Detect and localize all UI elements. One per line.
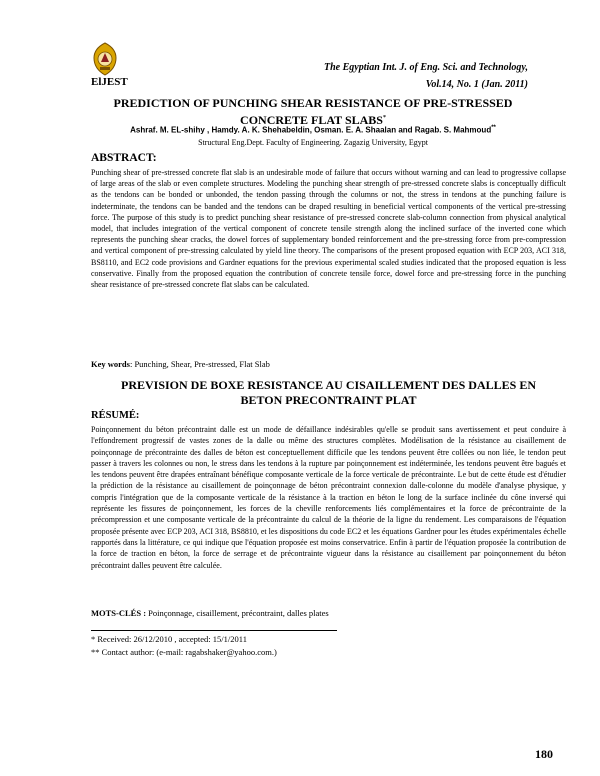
paper-title bbox=[60, 96, 566, 128]
title-footnote-marker: * bbox=[382, 115, 386, 121]
keywords-values: : Punching, Shear, Pre-stressed, Flat Slab bbox=[129, 359, 270, 369]
author-list: Ashraf. M. EL-shihy , Hamdy. A. K. Shehabeldin, Osman. E. A. Shaalan and Ragab. S. Mahmoud** bbox=[130, 125, 496, 135]
french-title-line-1: PREVISION DE BOXE RESISTANCE AU CISAILLEMENT DES DALLES EN bbox=[120, 378, 536, 392]
footnote-received: * Received: 26/12/2010 , accepted: 15/1/2011 bbox=[91, 634, 247, 644]
abstract-heading: ABSTRACT: bbox=[91, 152, 157, 164]
journal-line-1: The Egyptian Int. J. of Eng. Sci. and Technology, bbox=[323, 62, 528, 73]
french-keywords bbox=[91, 608, 566, 618]
journal-abbreviation: ElJEST bbox=[91, 76, 128, 88]
university-seal-icon bbox=[91, 42, 119, 76]
footnote-divider bbox=[91, 630, 337, 631]
keywords-label: Key words bbox=[91, 359, 130, 369]
resume-heading: RÉSUMÉ: bbox=[91, 410, 140, 421]
journal-line-2: Vol.14, No. 1 (Jan. 2011) bbox=[425, 79, 528, 90]
affiliation: Structural Eng.Dept. Faculty of Engineering. Zagazig University, Egypt bbox=[198, 138, 428, 147]
abstract-text: Punching shear of pre-stressed concrete flat slab is an undesirable mode of failure that occurs without warning and can lead to progressive collapse of large areas of the slab or even complete structures. Modeling the punching shear strength of pre-stressed concrete slabs is conceptually difficult as the tendons can be bonded or unbonded, the tendon passing through the columns or not, the stress in tendons at the punching failure is indeterminate, the tendons can be banded and the tendons can be draped resulting in beneficial vertical components of the vertical pre-stressing force. The purpose of this study is to predict punching shear resistance of pre-stressed concrete slab-column connection from physical analytical model, that includes integration of the vertical component of concrete tensile strength along the inclined surface of the inverted cone which represents the punching shear cracks, the dowel forces of supplementary bonded reinforcement and the pre-stressing force from pre-compression and vertical component of pre-stressing calculated by yield line theory. The comparisons of the present proposed equation with ECP 203, ACI 318, BS8110, and EC2 code provisions and Gardner equations for the previous experimental scaled studies indicated that the proposed equation is less conservative. Finally from the proposed equation the contribution of concrete tensile force, dowel force and pre-stressing force in the punching shear resistance of pre-stressed concrete flat slabs can be calculated. bbox=[91, 168, 566, 290]
resume-text: Poinçonnement du béton précontraint dalle est un mode de défaillance indésirables qu'elle se produit sans avertissement et peut conduire à l'effondrement progressif de vastes zones de la dalle ou même des structures complètes. Modélisation de la résistance au cisaillement de poinçonnage de précontrainte des dalles de béton est conceptuellement difficile que les tendons peuvent être collées ou non liée, le tendon peut passer à travers les colonnes ou non, le stress dans les tendons à la rupture par poinçonnement est indéterminée, les tendons peuvent être bagués et les tendons peuvent être drapées entraînant bénéfique composante verticale de la force verticale de précontrainte. Le but de cette étude est d'étudier la prédiction de la résistance au cisaillement de poinçonnage de béton précontraint connexion dalle-colonne du modèle d'analyse physique, y compris l'intégration que de la composante verticale de la résistance à la traction en béton le long de la surface inclinée du cône inversé qui représente les fissures de poinçonnement, les forces de la cheville renforcements liés complémentaires et la force de précontrainte de la précompression et une composante verticale de la précontrainte du calcul de la théorie de la ligne du rendement. Les comparaisons de l'équation proposée présente avec ECP 203, ACI 318, BS8810, et les dispositions du code EC2 et les équations Gardner pour les études expérimentales échelle rapportés dans la littérature, ce qui indique que l'équation proposée est moins conservatrice. Enfin à partir de l'équation proposée la contribution de la force de traction en béton, la force de serrage et de précontrainte vigueur dans la résistance au cisaillement par poinçonnement du béton précontraint dalles peuvent être calculée. bbox=[91, 425, 566, 570]
page-number: 180 bbox=[535, 747, 553, 761]
paper-title-line-1: PREDICTION OF PUNCHING SHEAR RESISTANCE OF PRE-STRESSED bbox=[113, 96, 513, 110]
keywords bbox=[91, 359, 566, 369]
french-title-line-2: BETON PRECONTRAINT PLAT bbox=[240, 393, 417, 407]
french-title bbox=[91, 378, 566, 408]
journal-name bbox=[324, 59, 528, 93]
paper-title-line-2: CONCRETE FLAT SLABS* bbox=[240, 113, 386, 127]
author-footnote-marker: ** bbox=[491, 125, 496, 131]
footnote-contact: ** Contact author: (e-mail: ragabshaker@yahoo.com.) bbox=[91, 647, 277, 657]
french-keywords-values: Poinçonnage, cisaillement, précontraint, dalles plates bbox=[146, 608, 329, 618]
french-keywords-label: MOTS-CLÉS : bbox=[91, 608, 147, 618]
